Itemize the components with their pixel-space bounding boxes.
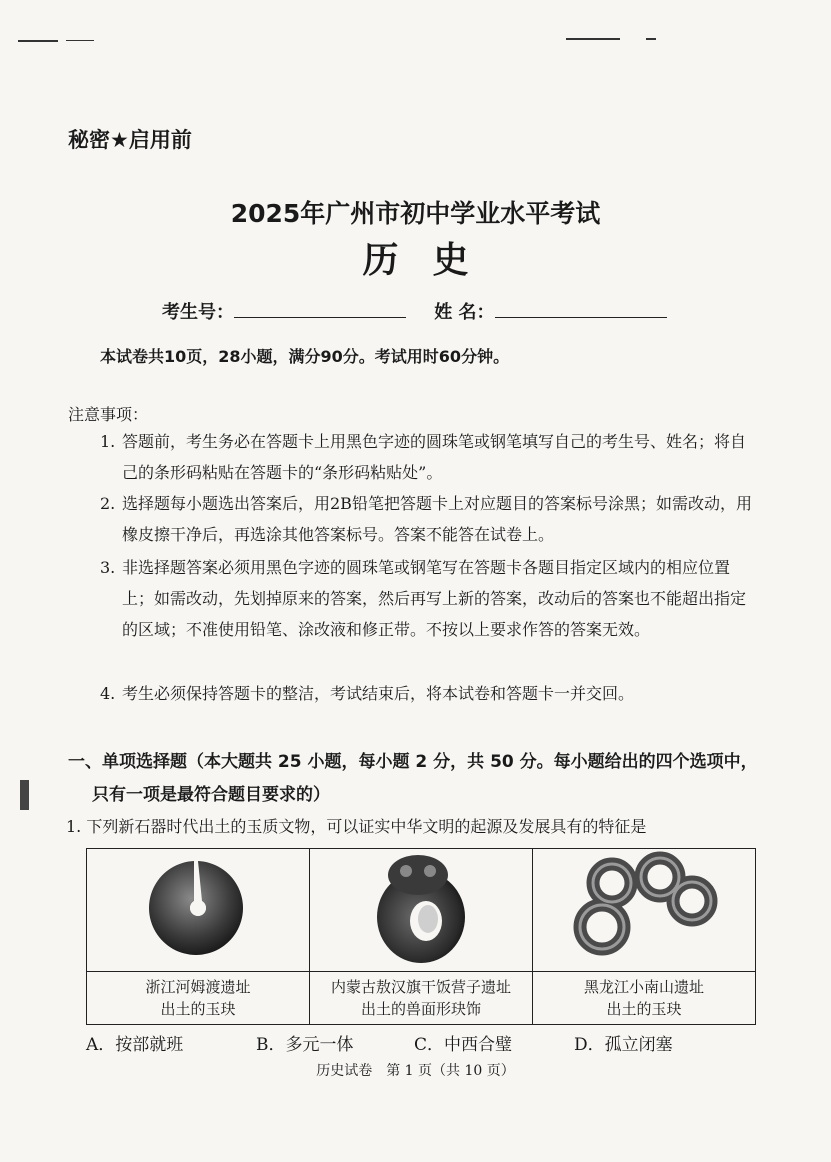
note-number: 2. bbox=[100, 494, 116, 513]
caption-line: 浙江河姆渡遗址 bbox=[145, 978, 251, 996]
name-blank[interactable] bbox=[495, 303, 667, 318]
scan-mark bbox=[18, 40, 58, 42]
margin-mark bbox=[20, 780, 29, 810]
note-text: 非选择题答案必须用黑色字迹的圆珠笔或钢笔写在答题卡各题目指定区域内的相应位置上；如需改动，先划掉原来的答案，然后再写上新的答案，改动后的答案也不能超出指定的区域；不准使用铅笔、涂改液和修正带。不按以上要求作答的答案无效。 bbox=[122, 558, 747, 639]
option-d[interactable]: D．孤立闭塞 bbox=[574, 1035, 673, 1055]
section-heading-line2: 只有一项是最符合题目要求的） bbox=[92, 785, 330, 805]
caption-line: 出土的玉玦 bbox=[606, 1000, 682, 1018]
jade-jue-group-image bbox=[564, 849, 724, 967]
exam-number-label: 考生号： bbox=[162, 302, 234, 323]
note-text: 答题前，考生务必在答题卡上用黑色字迹的圆珠笔或钢笔填写自己的考生号、姓名；将自己的条形码粘贴在答题卡的“条形码粘贴处”。 bbox=[122, 432, 747, 482]
artifact-table bbox=[86, 848, 756, 1025]
note-item bbox=[100, 678, 760, 709]
subject-title: 历史 bbox=[362, 240, 503, 281]
scan-mark bbox=[646, 38, 656, 40]
beast-face-ornament-image bbox=[366, 849, 476, 967]
note-number: 3. bbox=[100, 558, 116, 577]
jade-jue-ring-image bbox=[143, 853, 253, 963]
artifact-caption bbox=[533, 972, 756, 1025]
caption-line: 出土的玉玦 bbox=[160, 1000, 236, 1018]
note-item bbox=[100, 488, 760, 550]
artifact-caption bbox=[87, 972, 310, 1025]
note-item bbox=[100, 552, 760, 645]
note-number: 4. bbox=[100, 684, 116, 703]
exam-number-blank[interactable] bbox=[234, 303, 406, 318]
notes-title: 注意事项： bbox=[68, 405, 149, 424]
section-heading-line1: 一、单项选择题（本大题共 25 小题，每小题 2 分，共 50 分。每小题给出的四个选项中， bbox=[68, 752, 758, 772]
page-footer: 历史试卷 第 1 页（共 10 页） bbox=[316, 1063, 515, 1079]
artifact-image-cell bbox=[87, 849, 310, 972]
artifact-image-cell bbox=[310, 849, 533, 972]
candidate-fields bbox=[162, 298, 667, 324]
artifact-caption bbox=[310, 972, 533, 1025]
scan-mark bbox=[66, 40, 94, 41]
question-stem: 1. 下列新石器时代出土的玉质文物，可以证实中华文明的起源及发展具有的特征是 bbox=[66, 817, 647, 836]
option-c[interactable]: C．中西合璧 bbox=[414, 1035, 513, 1055]
note-text: 选择题每小题选出答案后，用2B铅笔把答题卡上对应题目的答案标号涂黑；如需改动，用橡皮擦干净后，再选涂其他答案标号。答案不能答在试卷上。 bbox=[122, 494, 752, 544]
note-number: 1. bbox=[100, 432, 116, 451]
exam-info: 本试卷共10页，28小题，满分90分。考试用时60分钟。 bbox=[100, 347, 510, 366]
option-a[interactable]: A．按部就班 bbox=[86, 1035, 184, 1055]
caption-line: 出土的兽面形玦饰 bbox=[360, 1000, 481, 1018]
section-heading bbox=[68, 746, 788, 812]
artifact-image-cell bbox=[533, 849, 756, 972]
exam-title: 2025年广州市初中学业水平考试 bbox=[230, 199, 601, 228]
option-b[interactable]: B．多元一体 bbox=[256, 1035, 354, 1055]
caption-line: 黑龙江小南山遗址 bbox=[583, 978, 704, 996]
caption-line: 内蒙古敖汉旗干饭营子遗址 bbox=[330, 978, 511, 996]
name-label: 姓 名： bbox=[434, 302, 495, 323]
scan-mark bbox=[566, 38, 620, 40]
note-text: 考生必须保持答题卡的整洁，考试结束后，将本试卷和答题卡一并交回。 bbox=[122, 684, 635, 703]
note-item bbox=[100, 426, 760, 488]
secret-label: 秘密★启用前 bbox=[68, 128, 192, 152]
